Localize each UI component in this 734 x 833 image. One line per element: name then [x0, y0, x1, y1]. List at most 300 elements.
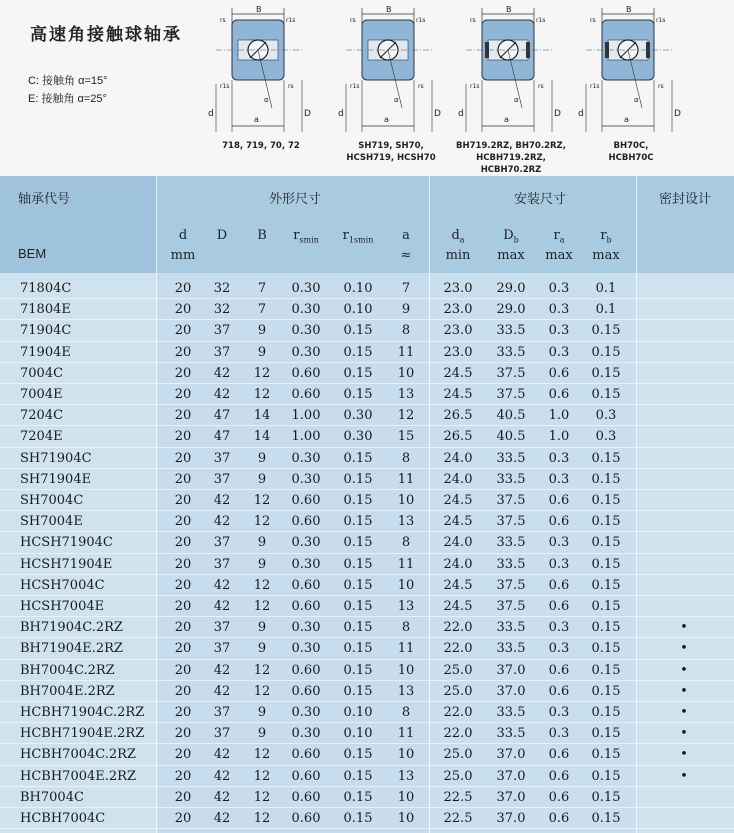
- bearing-code: SH71904C: [20, 450, 92, 466]
- column-subscript: b: [513, 235, 519, 245]
- column-unit: max: [497, 248, 525, 263]
- diagram-caption-line: 718, 719, 70, 72: [222, 141, 300, 151]
- table-cell: 33.5: [496, 726, 526, 742]
- column-symbol: d: [451, 228, 460, 243]
- table-cell: 20: [174, 789, 192, 805]
- seal-mark: •: [680, 726, 688, 742]
- table-cell: 9: [257, 323, 267, 339]
- table-cell: 0.30: [291, 556, 321, 572]
- svg-text:α: α: [394, 96, 399, 104]
- table-cell: 0.10: [343, 705, 373, 720]
- table-cell: 20: [174, 599, 192, 614]
- table-cell: 10: [397, 747, 415, 763]
- table-cell: 24.5: [443, 599, 473, 614]
- diagram-caption: [336, 140, 446, 164]
- table-cell: 9: [257, 344, 267, 360]
- table-row: [0, 744, 734, 765]
- table-cell: 14: [253, 429, 271, 445]
- table-cell: 9: [257, 705, 267, 720]
- table-cell: 0.15: [591, 577, 621, 593]
- table-cell: 20: [174, 408, 192, 424]
- bearing-diagram: [336, 4, 446, 174]
- table-row: [0, 808, 734, 829]
- column-unit: min: [445, 248, 471, 263]
- dims-header: 外形尺寸: [268, 192, 321, 207]
- table-cell: 42: [213, 599, 231, 614]
- table-cell: 13: [397, 768, 415, 784]
- table-cell: 0.15: [591, 323, 621, 339]
- table-cell: 0.3: [548, 641, 570, 657]
- column-subscript: smin: [299, 235, 319, 245]
- table-cell: 1.0: [548, 429, 570, 445]
- table-cell: 23.0: [443, 323, 473, 339]
- table-cell: 20: [174, 811, 192, 826]
- bearing-code: HCBH7004E.2RZ: [20, 768, 136, 784]
- table-cell: 9: [257, 450, 267, 466]
- table-cell: 22.0: [443, 641, 473, 657]
- svg-text:r1s: r1s: [416, 17, 426, 24]
- table-cell: 0.15: [591, 620, 621, 636]
- table-cell: 24.0: [443, 535, 473, 551]
- seal-mark: [661, 428, 707, 446]
- table-cell: 23.0: [443, 281, 473, 296]
- table-cell: 20: [174, 514, 192, 530]
- column-symbol: a: [402, 228, 410, 243]
- table-cell: 37.5: [496, 599, 526, 614]
- table-cell: 0.60: [291, 577, 321, 593]
- table-cell: 12: [253, 768, 271, 784]
- seal-mark: [661, 577, 707, 595]
- table-cell: 12: [253, 747, 271, 763]
- table-cell: 22.0: [443, 705, 473, 720]
- table-cell: 0.15: [591, 641, 621, 657]
- table-cell: 9: [257, 556, 267, 572]
- svg-text:a: a: [254, 115, 259, 124]
- table-cell: 0.30: [291, 302, 321, 318]
- table-row: [0, 511, 734, 532]
- seal-mark: [661, 534, 707, 552]
- table-cell: 0.15: [343, 620, 373, 636]
- table-cell: 0.3: [595, 408, 617, 424]
- diagram-caption: [456, 140, 566, 176]
- diagram-caption-line: SH719, SH70,: [358, 141, 424, 151]
- table-cell: 0.1: [595, 281, 617, 296]
- table-cell: 22.5: [443, 811, 473, 826]
- svg-text:rs: rs: [220, 17, 226, 24]
- table-cell: 0.60: [291, 365, 321, 381]
- table-cell: 12: [397, 408, 415, 424]
- table-cell: 20: [174, 705, 192, 720]
- table-cell: 24.5: [443, 493, 473, 508]
- table-cell: 0.15: [343, 514, 373, 530]
- seal-mark: •: [680, 768, 688, 784]
- svg-text:r1s: r1s: [220, 83, 230, 90]
- table-cell: 0.6: [548, 387, 570, 402]
- table-cell: 33.5: [496, 620, 526, 636]
- svg-text:B: B: [386, 5, 392, 14]
- table-cell: 0.30: [291, 620, 321, 636]
- svg-text:α: α: [264, 96, 269, 104]
- table-cell: 9: [401, 302, 411, 318]
- table-cell: 0.15: [591, 387, 621, 402]
- column-subscript: a: [559, 235, 565, 245]
- bearing-diagram: [456, 4, 566, 174]
- table-cell: 12: [253, 789, 271, 805]
- column-header: [583, 228, 629, 245]
- table-cell: 25.0: [443, 747, 473, 763]
- table-cell: 13: [397, 514, 415, 530]
- table-cell: 24.5: [443, 387, 473, 402]
- table-row: [0, 575, 734, 596]
- row-separator: [0, 828, 734, 829]
- table-cell: 20: [174, 662, 192, 678]
- table-cell: 10: [397, 365, 415, 381]
- table-cell: 0.30: [291, 705, 321, 720]
- table-cell: 37: [213, 620, 231, 636]
- table-cell: 9: [257, 535, 267, 551]
- table-cell: 23.0: [443, 344, 473, 360]
- bearing-code: 7004C: [20, 365, 64, 381]
- table-cell: 0.6: [548, 747, 570, 763]
- svg-text:D: D: [674, 109, 681, 119]
- table-cell: 42: [213, 577, 231, 593]
- svg-text:d: d: [338, 109, 344, 119]
- table-row: [0, 363, 734, 384]
- table-row: [0, 426, 734, 447]
- table-row: [0, 469, 734, 490]
- table-cell: 37: [213, 556, 231, 572]
- svg-text:B: B: [626, 5, 632, 14]
- table-cell: 0.10: [343, 302, 373, 318]
- column-symbol: D: [503, 228, 514, 243]
- table-cell: 25.0: [443, 683, 473, 699]
- table-cell: 8: [401, 535, 411, 551]
- table-cell: 0.3: [595, 429, 617, 445]
- table-cell: 9: [257, 726, 267, 742]
- table-cell: 22.5: [443, 789, 473, 805]
- column-header: [488, 228, 534, 245]
- contact-angle-note-c: C: 接触角 α=15°: [28, 75, 108, 87]
- table-cell: 37: [213, 344, 231, 360]
- table-cell: 12: [253, 387, 271, 402]
- table-row: [0, 342, 734, 363]
- table-cell: 0.15: [591, 599, 621, 614]
- table-cell: 0.15: [591, 493, 621, 508]
- table-cell: 0.3: [548, 344, 570, 360]
- table-cell: 7: [257, 302, 267, 318]
- svg-text:rs: rs: [538, 83, 544, 90]
- table-row: [0, 766, 734, 787]
- seal-mark: [661, 513, 707, 531]
- column-unit: max: [545, 248, 573, 263]
- table-cell: 0.15: [343, 556, 373, 572]
- table-cell: 20: [174, 641, 192, 657]
- svg-text:r1s: r1s: [590, 83, 600, 90]
- table-cell: 20: [174, 471, 192, 487]
- table-cell: 37: [213, 705, 231, 720]
- table-cell: 26.5: [443, 408, 473, 424]
- diagram-caption-line: BH70C,: [613, 141, 649, 151]
- table-cell: 12: [253, 683, 271, 699]
- column-subscript: b: [606, 235, 612, 245]
- table-cell: 0.15: [591, 365, 621, 381]
- table-cell: 0.3: [548, 323, 570, 339]
- bearing-code: HCSH7004E: [20, 599, 105, 614]
- column-header: [239, 228, 285, 243]
- seal-mark: [661, 598, 707, 616]
- bearing-code: HCSH71904C: [20, 535, 113, 551]
- table-cell: 37.5: [496, 493, 526, 508]
- seal-mark: •: [680, 705, 688, 720]
- table-cell: 0.15: [591, 450, 621, 466]
- table-cell: 0.6: [548, 683, 570, 699]
- table-cell: 0.6: [548, 662, 570, 678]
- table-cell: 33.5: [496, 450, 526, 466]
- table-cell: 0.60: [291, 514, 321, 530]
- code-subheader: BEM: [18, 246, 47, 261]
- bearing-code: 71804E: [20, 302, 71, 318]
- column-subscript: a: [459, 235, 465, 245]
- bearing-code: 7004E: [20, 387, 63, 402]
- seal-mark: [661, 492, 707, 510]
- table-cell: 42: [213, 683, 231, 699]
- seal-mark: •: [680, 683, 688, 699]
- table-cell: 0.60: [291, 683, 321, 699]
- table-cell: 0.30: [291, 535, 321, 551]
- table-cell: 0.30: [291, 471, 321, 487]
- table-cell: 12: [253, 599, 271, 614]
- table-cell: 33.5: [496, 323, 526, 339]
- bearing-code: BH7004C: [20, 789, 84, 805]
- table-cell: 0.15: [591, 535, 621, 551]
- table-row: [0, 384, 734, 405]
- table-cell: 47: [213, 408, 231, 424]
- table-cell: 24.0: [443, 471, 473, 487]
- table-cell: 0.15: [343, 450, 373, 466]
- top-section: [0, 0, 734, 175]
- table-cell: 20: [174, 302, 192, 318]
- seal-mark: •: [680, 620, 688, 636]
- seal-mark: [661, 344, 707, 362]
- table-cell: 0.15: [591, 705, 621, 720]
- table-cell: 1.00: [291, 408, 321, 424]
- table-cell: 0.15: [591, 789, 621, 805]
- table-cell: 37.0: [496, 662, 526, 678]
- table-cell: 0.15: [343, 599, 373, 614]
- table-cell: 12: [253, 493, 271, 508]
- svg-text:D: D: [434, 109, 441, 119]
- table-cell: 23.0: [443, 302, 473, 318]
- table-cell: 13: [397, 387, 415, 402]
- table-cell: 29.0: [496, 281, 526, 296]
- table-cell: 0.15: [343, 811, 373, 826]
- table-cell: 0.6: [548, 768, 570, 784]
- svg-text:α: α: [634, 96, 639, 104]
- table-cell: 14: [253, 408, 271, 424]
- table-cell: 37.0: [496, 811, 526, 826]
- table-cell: 32: [213, 302, 231, 318]
- table-cell: 0.15: [343, 768, 373, 784]
- table-cell: 37.0: [496, 789, 526, 805]
- column-symbol: r: [600, 228, 607, 243]
- table-cell: 33.5: [496, 344, 526, 360]
- seal-mark: •: [680, 747, 688, 763]
- bearing-code: BH7004E.2RZ: [20, 683, 115, 699]
- svg-text:r1s: r1s: [350, 83, 360, 90]
- table-cell: 25.0: [443, 768, 473, 784]
- mount-header: 安装尺寸: [513, 192, 566, 207]
- cross-section-icon: [456, 4, 566, 144]
- table-cell: 37.0: [496, 747, 526, 763]
- svg-text:d: d: [208, 109, 214, 119]
- svg-text:d: d: [578, 109, 584, 119]
- table-cell: 0.60: [291, 811, 321, 826]
- table-cell: 0.15: [343, 789, 373, 805]
- table-cell: 7: [401, 281, 411, 296]
- table-row: [0, 448, 734, 469]
- table-cell: 42: [213, 387, 231, 402]
- table-cell: 9: [257, 641, 267, 657]
- bearing-code: HCBH71904E.2RZ: [20, 726, 145, 742]
- table-cell: 0.6: [548, 493, 570, 508]
- table-cell: 33.5: [496, 641, 526, 657]
- svg-text:r1s: r1s: [286, 17, 296, 24]
- table-cell: 24.5: [443, 577, 473, 593]
- table-cell: 0.15: [591, 344, 621, 360]
- table-cell: 1.0: [548, 408, 570, 424]
- table-cell: 42: [213, 365, 231, 381]
- column-symbol: r: [293, 228, 300, 243]
- column-header: [335, 228, 381, 245]
- table-cell: 12: [253, 577, 271, 593]
- table-cell: 0.15: [343, 577, 373, 593]
- table-cell: 0.6: [548, 365, 570, 381]
- table-cell: 37: [213, 535, 231, 551]
- svg-text:rs: rs: [350, 17, 356, 24]
- table-cell: 0.3: [548, 705, 570, 720]
- table-cell: 37.0: [496, 683, 526, 699]
- table-cell: 24.0: [443, 450, 473, 466]
- svg-text:rs: rs: [418, 83, 424, 90]
- table-cell: 0.60: [291, 768, 321, 784]
- table-cell: 0.60: [291, 662, 321, 678]
- diagram-caption: [206, 140, 316, 152]
- table-cell: 20: [174, 387, 192, 402]
- table-cell: 0.6: [548, 577, 570, 593]
- table-cell: 0.6: [548, 789, 570, 805]
- table-cell: 0.3: [548, 726, 570, 742]
- table-cell: 0.15: [591, 556, 621, 572]
- bearing-code: BH71904C.2RZ: [20, 620, 123, 636]
- bearing-code: SH7004C: [20, 493, 84, 508]
- table-cell: 20: [174, 768, 192, 784]
- table-cell: 0.30: [291, 641, 321, 657]
- table-cell: 20: [174, 323, 192, 339]
- table-cell: 0.3: [548, 450, 570, 466]
- table-cell: 10: [397, 811, 415, 826]
- cross-section-icon: [576, 4, 686, 144]
- diagram-caption-line: HCSH719, HCSH70: [346, 153, 436, 163]
- table-cell: 24.5: [443, 514, 473, 530]
- table-cell: 0.3: [548, 556, 570, 572]
- table-cell: 42: [213, 747, 231, 763]
- table-cell: 12: [253, 662, 271, 678]
- table-cell: 42: [213, 768, 231, 784]
- table-cell: 0.15: [591, 726, 621, 742]
- table-cell: 13: [397, 599, 415, 614]
- table-cell: 10: [397, 789, 415, 805]
- column-symbol: d: [178, 228, 188, 243]
- svg-text:rs: rs: [288, 83, 294, 90]
- table-cell: 37.0: [496, 768, 526, 784]
- seal-mark: [661, 301, 707, 319]
- table-cell: 33.5: [496, 705, 526, 720]
- table-row: [0, 490, 734, 511]
- column-header: [536, 228, 582, 245]
- table-cell: 8: [401, 323, 411, 339]
- table-cell: 22.0: [443, 726, 473, 742]
- table-cell: 0.3: [548, 302, 570, 318]
- table-row: [0, 702, 734, 723]
- svg-text:D: D: [304, 109, 311, 119]
- table-cell: 0.15: [591, 471, 621, 487]
- svg-text:a: a: [504, 115, 509, 124]
- seal-mark: •: [680, 641, 688, 657]
- table-cell: 7: [257, 281, 267, 296]
- cross-section-icon: [336, 4, 446, 144]
- table-cell: 13: [397, 683, 415, 699]
- table-cell: 0.3: [548, 471, 570, 487]
- table-cell: 0.60: [291, 789, 321, 805]
- table-cell: 0.1: [595, 302, 617, 318]
- contact-angle-note-e: E: 接触角 α=25°: [28, 93, 107, 105]
- table-cell: 0.30: [343, 429, 373, 445]
- table-cell: 20: [174, 577, 192, 593]
- seal-mark: [661, 471, 707, 489]
- svg-text:B: B: [506, 5, 512, 14]
- table-cell: 0.15: [591, 514, 621, 530]
- table-cell: 8: [401, 705, 411, 720]
- bearing-code: 71904E: [20, 344, 71, 360]
- svg-text:rs: rs: [658, 83, 664, 90]
- table-cell: 0.15: [343, 387, 373, 402]
- column-unit: ≈: [400, 248, 412, 263]
- table-cell: 42: [213, 811, 231, 826]
- bearing-code: HCSH7004C: [20, 577, 105, 593]
- table-cell: 0.15: [591, 747, 621, 763]
- seal-header: 密封设计: [658, 192, 711, 207]
- table-cell: 37: [213, 641, 231, 657]
- table-cell: 33.5: [496, 556, 526, 572]
- bearing-code: HCBH7004C.2RZ: [20, 747, 136, 763]
- table-cell: 37.5: [496, 577, 526, 593]
- table-cell: 20: [174, 726, 192, 742]
- table-cell: 37.5: [496, 387, 526, 402]
- table-row: [0, 681, 734, 702]
- svg-text:d: d: [458, 109, 464, 119]
- table-row: [0, 596, 734, 617]
- table-cell: 37: [213, 450, 231, 466]
- table-cell: 37: [213, 726, 231, 742]
- table-cell: 42: [213, 789, 231, 805]
- svg-text:r1s: r1s: [656, 17, 666, 24]
- table-cell: 9: [257, 471, 267, 487]
- column-unit: max: [592, 248, 620, 263]
- table-cell: 42: [213, 493, 231, 508]
- bearing-code: 7204E: [20, 429, 63, 445]
- table-cell: 0.30: [291, 726, 321, 742]
- bearing-code: 7204C: [20, 408, 64, 424]
